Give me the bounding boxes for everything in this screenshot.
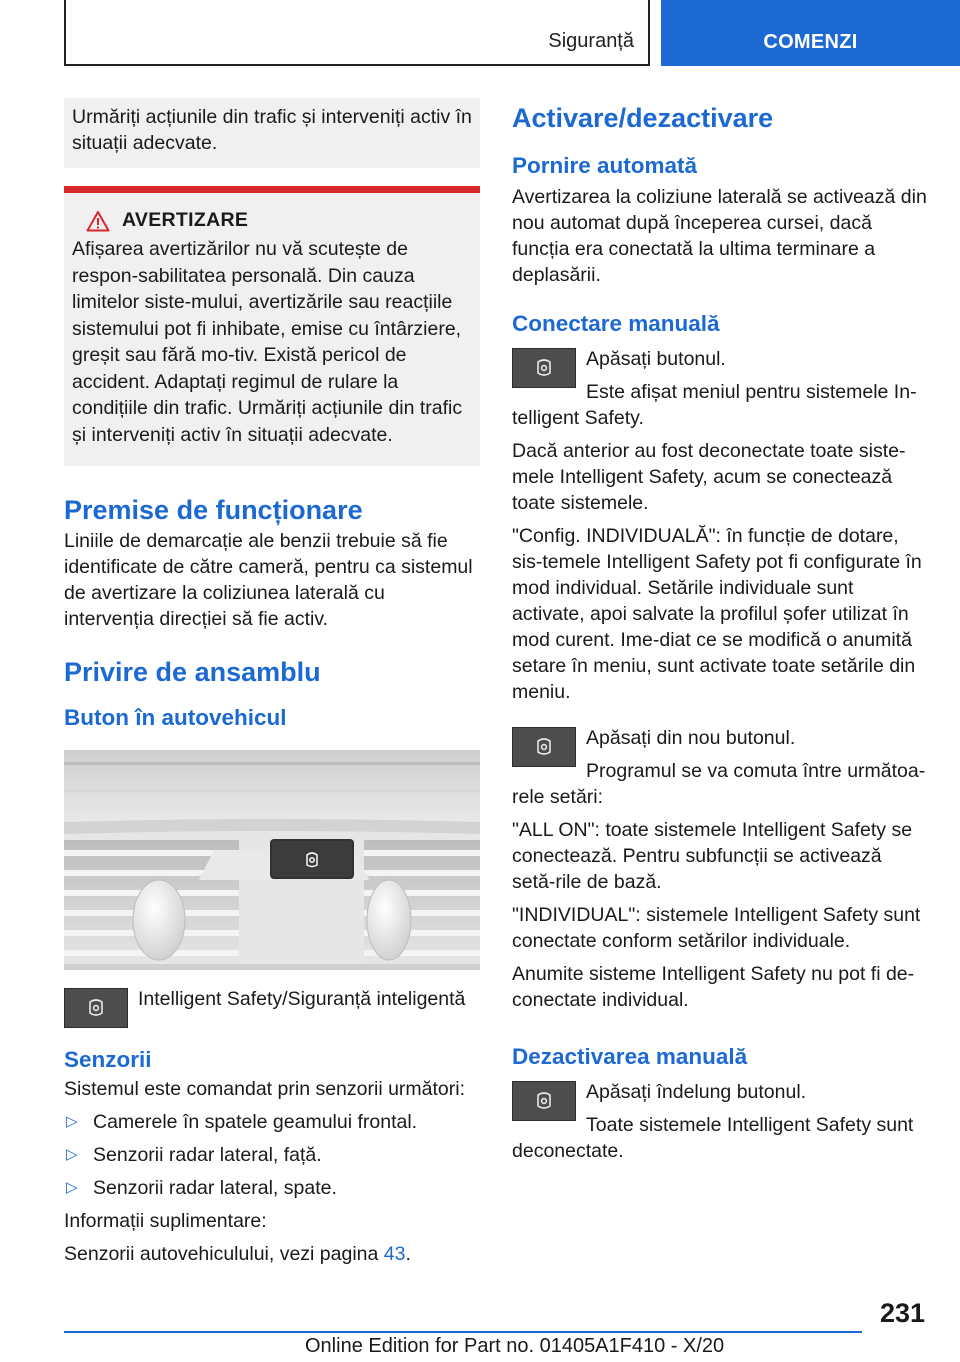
step-long-press: Apăsați îndelung butonul. (586, 1081, 807, 1103)
chapter-tab-label: COMENZI (763, 30, 858, 53)
bullet-triangle-icon: ▷ (66, 1179, 78, 1196)
warning-triangle-icon (86, 210, 110, 232)
button-subheading: Buton în autovehicul (64, 705, 287, 730)
sensors-list (64, 1109, 480, 1201)
footer-divider (64, 1331, 862, 1333)
intelligent-safety-button-icon (512, 348, 576, 388)
manual-on-para4: "INDIVIDUAL": sistemele Intelligent Safety sunt conectate conform setărilor individuale. (512, 904, 921, 952)
intro-note: Urmăriți acțiunile din trafic și interveniți activ în situații adecvate. (64, 98, 480, 168)
reference-text: Senzorii autovehiculului, vezi pagina (64, 1243, 384, 1265)
sensors-reference (64, 1241, 480, 1267)
intelligent-safety-button-icon (64, 988, 128, 1028)
auto-start-heading: Pornire automată (512, 153, 698, 178)
step-toggle-settings: Programul se va comuta între următoa-rele setări: (512, 760, 926, 808)
section-title: Siguranță (548, 30, 634, 52)
manual-on-step2 (512, 725, 928, 817)
list-item-text: Senzorii radar lateral, spate. (93, 1177, 337, 1199)
chapter-tab[interactable] (661, 0, 960, 66)
manual-on-para3: "ALL ON": toate sistemele Intelligent Safety se conectează. Pentru subfuncții se activează setă-rile de bază. (512, 819, 913, 893)
intelligent-safety-legend (64, 988, 480, 1028)
manual-off-step (512, 1079, 928, 1171)
warning-box (64, 186, 480, 466)
warning-text: Afișarea avertizărilor nu vă scutește de respon-sabilitatea personală. Din cauza limitelor siste-mului, avertizările sau reacțiile sistemului pot fi inhibate, emise cu întârziere, greșit sau fără mo-tiv. Există pericol de accident. Adaptați regimul de rulare la condițiile din trafic. Urmăriți acțiunile din trafic și interveniți activ în situații adecvate. (72, 238, 463, 446)
list-item (64, 1175, 480, 1201)
list-item (64, 1109, 480, 1135)
header-frame (64, 0, 650, 66)
manual-on-para5: Anumite sisteme Intelligent Safety nu pot fi de-conectate individual. (512, 963, 915, 1011)
step-all-off: Toate sistemele Intelligent Safety sunt deconectate. (512, 1114, 914, 1162)
intelligent-safety-caption: Intelligent Safety/Siguranță inteligentă (138, 988, 466, 1010)
warning-title: AVERTIZARE (122, 209, 249, 231)
manual-on-heading: Conectare manuală (512, 311, 720, 336)
warning-header (86, 209, 472, 232)
sensors-heading: Senzorii (64, 1047, 152, 1072)
dashboard-button-photo (64, 750, 480, 970)
premise-text: Liniile de demarcație ale benzii trebuie să fie identificate de către cameră, pentru ca sistemul de avertizare la coliziunea laterală cu intervenția direcției să fie activ. (64, 530, 473, 630)
step-press-again: Apăsați din nou butonul. (586, 727, 796, 749)
manual-on-step1 (512, 346, 928, 438)
intelligent-safety-button-icon (512, 1081, 576, 1121)
list-item-text: Senzorii radar lateral, față. (93, 1144, 322, 1166)
step-press-button: Apăsați butonul. (586, 348, 726, 370)
edition-note: Online Edition for Part no. 01405A1F410 - X/20 (305, 1335, 725, 1357)
page-link[interactable]: 43 (383, 1243, 406, 1265)
bullet-triangle-icon: ▷ (66, 1146, 78, 1163)
bullet-triangle-icon: ▷ (66, 1113, 78, 1130)
list-item (64, 1142, 480, 1168)
overview-heading: Privire de ansamblu (64, 657, 321, 687)
reference-end: . (405, 1243, 411, 1265)
manual-on-para2: "Config. INDIVIDUALĂ": în funcție de dotare, sis-temele Intelligent Safety pot fi configurate în mod individual. Setările individuale sunt activate, apoi salvate la profilul șofer utilizat în mod curent. Ime-diat ce se modifică o anumită setare în meniu, sunt activate toate setările din meniu. (512, 525, 922, 703)
premise-heading: Premise de funcționare (64, 495, 363, 525)
auto-start-text: Avertizarea la coliziune laterală se activează din nou automat după începerea cursei, dacă funcția era conectată la ultima terminare a deplasării. (512, 186, 927, 286)
manual-on-para1: Dacă anterior au fost deconectate toate siste-mele Intelligent Safety, acum se conectează toate sistemele. (512, 440, 906, 514)
activation-heading: Activare/dezactivare (512, 103, 774, 133)
page-number: 231 (879, 1298, 925, 1328)
right-column (512, 98, 928, 1171)
left-column (64, 98, 480, 1274)
sensors-intro: Sistemul este comandat prin senzorii următori: (64, 1078, 465, 1100)
step-menu-shown: Este afișat meniul pentru sistemele In-telligent Safety. (512, 381, 917, 429)
intelligent-safety-button-icon (512, 727, 576, 767)
list-item-text: Camerele în spatele geamului frontal. (93, 1111, 418, 1133)
more-info-label: Informații suplimentare: (64, 1210, 267, 1232)
manual-off-heading: Dezactivarea manuală (512, 1044, 748, 1069)
